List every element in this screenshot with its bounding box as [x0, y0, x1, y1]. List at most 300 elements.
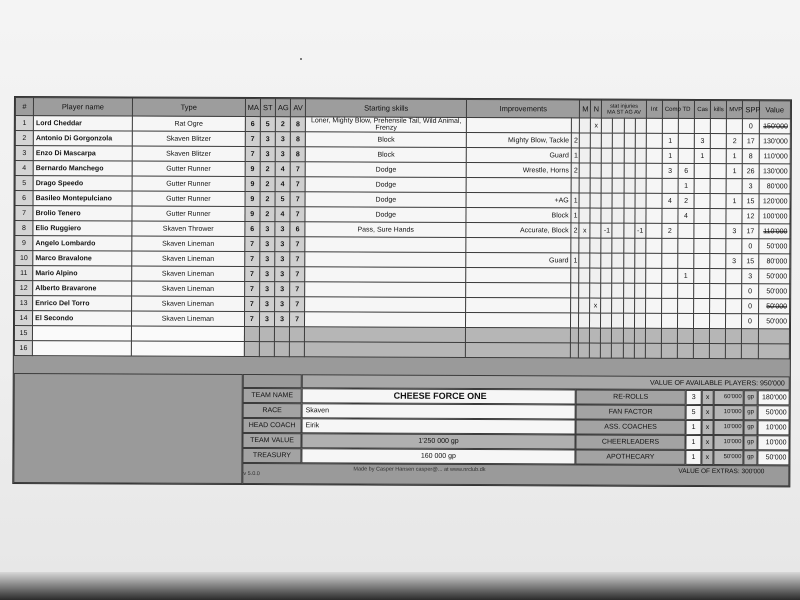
- col-value: Value: [759, 101, 791, 119]
- mvp: [726, 329, 742, 344]
- col-int: Int: [646, 100, 662, 118]
- completions: [661, 283, 677, 298]
- injury-ag: [623, 223, 634, 238]
- player-type: Gutter Runner: [132, 176, 245, 191]
- kills: [710, 254, 726, 269]
- completions: 1: [662, 133, 678, 148]
- extra-quantity: 3: [686, 390, 702, 405]
- improvement-count: 1: [571, 208, 579, 223]
- stat-ag: 3: [275, 297, 290, 312]
- stat-st: 3: [260, 267, 275, 282]
- injury-ma: [601, 298, 612, 313]
- starting-skills: Dodge: [305, 162, 466, 178]
- niggling-injury: [590, 283, 601, 298]
- injury-ag: [624, 118, 635, 133]
- summary-spacer: [243, 374, 302, 388]
- miss-next-game: [580, 118, 591, 133]
- stat-av: 7: [290, 192, 305, 207]
- injury-st: [613, 118, 624, 133]
- player-name: Basileo Montepulciano: [33, 191, 132, 206]
- stat-ag: 4: [275, 162, 290, 177]
- row-number: 16: [14, 341, 32, 356]
- row-number: 6: [15, 191, 33, 206]
- players-value: 950'000: [760, 380, 785, 388]
- interceptions: [645, 328, 661, 343]
- interceptions: [646, 238, 662, 253]
- miss-next-game: [579, 238, 590, 253]
- injury-st: [613, 178, 624, 193]
- player-name: Alberto Bravarone: [33, 281, 132, 296]
- col-comp: Comp: [662, 100, 678, 118]
- injury-ma: [601, 268, 612, 283]
- touchdowns: [678, 253, 694, 268]
- injury-av: -1: [635, 223, 646, 238]
- injury-av: [634, 343, 645, 358]
- casualties: [694, 208, 710, 223]
- extra-unit: gp: [744, 405, 758, 420]
- injury-av: [635, 193, 646, 208]
- completions: [662, 178, 678, 193]
- improvement-count: [571, 268, 579, 283]
- injury-ma: [601, 253, 612, 268]
- starting-skills: Dodge: [305, 192, 466, 208]
- row-number: 8: [15, 221, 33, 236]
- extra-cost: 50'000: [713, 450, 743, 465]
- completions: [662, 253, 678, 268]
- row-number: 13: [15, 296, 33, 311]
- niggling-injury: [590, 163, 601, 178]
- improvement-count: [572, 118, 580, 133]
- stat-av: 7: [290, 237, 305, 252]
- player-type: Skaven Blitzer: [132, 131, 245, 146]
- stat-ag: 5: [275, 192, 290, 207]
- niggling-injury: x: [591, 118, 602, 133]
- mvp: [726, 269, 742, 284]
- niggling-injury: [591, 148, 602, 163]
- extra-unit: gp: [743, 450, 757, 465]
- kills: [710, 314, 726, 329]
- spp: 17: [743, 134, 759, 149]
- stat-st: 3: [260, 252, 275, 267]
- stat-ma: 6: [245, 117, 260, 132]
- casualties: 3: [694, 133, 710, 148]
- injury-ag: [623, 328, 634, 343]
- stat-ma: 7: [244, 252, 259, 267]
- kills: [710, 194, 726, 209]
- injury-ag: [623, 238, 634, 253]
- player-value: 130'000: [759, 134, 791, 149]
- improvements: Wrestle, Horns: [467, 162, 572, 177]
- stat-ma: 7: [244, 312, 259, 327]
- interceptions: [645, 343, 661, 358]
- touchdowns: 1: [678, 268, 694, 283]
- interceptions: [646, 118, 662, 133]
- interceptions: [646, 193, 662, 208]
- player-value: 110'000: [759, 149, 791, 164]
- improvement-count: 2: [571, 223, 579, 238]
- starting-skills: Pass, Sure Hands: [305, 222, 466, 238]
- player-type: [131, 341, 244, 356]
- improvement-count: [571, 178, 579, 193]
- stat-st: 2: [260, 207, 275, 222]
- touchdowns: 2: [678, 193, 694, 208]
- niggling-injury: [590, 208, 601, 223]
- injury-ma: [601, 193, 612, 208]
- starting-skills: Loner, Mighty Blow, Prehensile Tail, Wild Animal, Frenzy: [306, 117, 467, 133]
- treasury-value: 160 000 gp: [301, 448, 575, 464]
- stat-st: 3: [260, 237, 275, 252]
- col-mvp: MVP: [727, 101, 743, 119]
- player-name: Brolio Tenero: [33, 206, 132, 221]
- roster-table: [14, 97, 791, 359]
- injury-st: [612, 298, 623, 313]
- improvements: Accurate, Block: [466, 222, 571, 237]
- stat-ma: 9: [245, 192, 260, 207]
- starting-skills: Block: [305, 147, 466, 163]
- spp: 3: [743, 179, 759, 194]
- stat-av: 7: [290, 252, 305, 267]
- touchdowns: [677, 328, 693, 343]
- player-type: Skaven Lineman: [132, 251, 245, 266]
- extra-total: 10'000: [757, 435, 789, 450]
- completions: [662, 208, 678, 223]
- miss-next-game: [579, 313, 590, 328]
- miss-next-game: x: [579, 223, 590, 238]
- touchdowns: [678, 298, 694, 313]
- spp: [742, 329, 758, 344]
- stat-ag: 3: [275, 237, 290, 252]
- niggling-injury: [590, 268, 601, 283]
- stat-st: 3: [260, 222, 275, 237]
- player-name: Marco Bravalone: [33, 251, 132, 266]
- miss-next-game: [579, 328, 590, 343]
- player-type: Skaven Lineman: [132, 266, 245, 281]
- casualties: 1: [694, 148, 710, 163]
- stat-ma: 7: [245, 237, 260, 252]
- casualties: [694, 268, 710, 283]
- mvp: [726, 209, 742, 224]
- player-value: 50'000: [758, 299, 790, 314]
- player-name: Mario Alpino: [33, 266, 132, 281]
- touchdowns: [678, 118, 694, 133]
- injury-st: [612, 328, 623, 343]
- player-type: Rat Ogre: [132, 116, 245, 131]
- player-name: [32, 341, 131, 356]
- mvp: 1: [726, 164, 742, 179]
- mvp: 2: [727, 134, 743, 149]
- player-type: Skaven Lineman: [131, 311, 244, 326]
- starting-skills: [305, 312, 466, 328]
- player-type: Gutter Runner: [132, 161, 245, 176]
- injury-st: [612, 238, 623, 253]
- miss-next-game: [579, 193, 590, 208]
- row-number: 11: [15, 266, 33, 281]
- player-name: Elio Ruggiero: [33, 221, 132, 236]
- touchdowns: [677, 313, 693, 328]
- improvement-count: [571, 238, 579, 253]
- extra-quantity: 1: [685, 450, 701, 465]
- stat-av: [289, 342, 304, 357]
- stat-ma: 9: [245, 162, 260, 177]
- spp: 0: [742, 299, 758, 314]
- injury-ma: [601, 283, 612, 298]
- player-value: [758, 329, 790, 344]
- player-value: 80'000: [758, 254, 790, 269]
- col-num: #: [15, 98, 33, 116]
- extra-total: 50'000: [757, 450, 789, 465]
- stat-st: 3: [259, 312, 274, 327]
- spp: 17: [742, 224, 758, 239]
- miss-next-game: [579, 283, 590, 298]
- extras-value-row: [678, 468, 764, 475]
- starting-skills: [305, 282, 466, 298]
- extra-label: CHEERLEADERS: [575, 434, 685, 449]
- casualties: [694, 238, 710, 253]
- interceptions: [646, 178, 662, 193]
- completions: 4: [662, 193, 678, 208]
- stat-ag: 3: [275, 282, 290, 297]
- player-type: Skaven Lineman: [132, 281, 245, 296]
- injury-av: [635, 208, 646, 223]
- miss-next-game: [579, 148, 590, 163]
- player-type: Gutter Runner: [132, 206, 245, 221]
- col-td: TD: [678, 100, 694, 118]
- injury-ag: [624, 193, 635, 208]
- mvp: [727, 119, 743, 134]
- injury-ag: [624, 208, 635, 223]
- injury-st: [612, 253, 623, 268]
- injury-av: [634, 328, 645, 343]
- stat-st: 2: [260, 177, 275, 192]
- stat-ag: 3: [274, 312, 289, 327]
- row-number: 9: [15, 236, 33, 251]
- player-type: Gutter Runner: [132, 191, 245, 206]
- injury-st: [612, 223, 623, 238]
- niggling-injury: [590, 343, 601, 358]
- player-type: Skaven Thrower: [132, 221, 245, 236]
- spp: 26: [743, 164, 759, 179]
- col-spp: SPP: [743, 101, 759, 119]
- improvements: Mighty Blow, Tackle: [467, 132, 572, 147]
- kills: [711, 119, 727, 134]
- injury-ma: [601, 328, 612, 343]
- improvement-count: 2: [571, 133, 579, 148]
- improvement-count: [571, 298, 579, 313]
- stat-st: [259, 327, 274, 342]
- player-value: 150'000: [759, 119, 791, 134]
- head-coach-label: HEAD COACH: [243, 418, 302, 433]
- player-name: El Secondo: [33, 311, 132, 326]
- completions: [661, 298, 677, 313]
- stat-ma: [244, 327, 259, 342]
- extra-unit: gp: [744, 390, 758, 405]
- injury-ag: [624, 133, 635, 148]
- injury-st: [613, 163, 624, 178]
- extra-times: x: [701, 450, 713, 465]
- completions: [661, 313, 677, 328]
- injury-ag: [623, 268, 634, 283]
- injury-ag: [624, 178, 635, 193]
- row-number: 3: [15, 146, 33, 161]
- starting-skills: [305, 342, 466, 358]
- injury-av: [634, 283, 645, 298]
- kills: [710, 224, 726, 239]
- touchdowns: [678, 133, 694, 148]
- injury-ag: [623, 298, 634, 313]
- col-ma: MA: [245, 99, 260, 117]
- miss-next-game: [580, 133, 591, 148]
- niggling-injury: [590, 193, 601, 208]
- extra-times: x: [701, 435, 713, 450]
- injury-ma: [602, 133, 613, 148]
- casualties: [693, 343, 709, 358]
- miss-next-game: [579, 163, 590, 178]
- niggling-injury: [590, 253, 601, 268]
- player-type: Skaven Lineman: [132, 236, 245, 251]
- player-name: Antonio Di Gorgonzola: [33, 131, 132, 146]
- stat-av: 7: [290, 177, 305, 192]
- improvements: Guard: [466, 252, 571, 267]
- extra-unit: gp: [744, 420, 758, 435]
- interceptions: [645, 268, 661, 283]
- injury-av: [635, 148, 646, 163]
- col-m: M: [580, 100, 591, 118]
- race-value: Skaven: [302, 403, 576, 419]
- player-name: Angelo Lombardo: [33, 236, 132, 251]
- desk-edge: [0, 572, 800, 600]
- touchdowns: [677, 343, 693, 358]
- stat-ma: [244, 342, 259, 357]
- completions: [661, 343, 677, 358]
- touchdowns: 1: [678, 178, 694, 193]
- col-stat-injuries: stat injuries MA ST AG AV: [602, 100, 646, 118]
- starting-skills: Block: [305, 132, 466, 148]
- extra-total: 10'000: [758, 420, 790, 435]
- casualties: [694, 313, 710, 328]
- row-number: 15: [14, 326, 32, 341]
- stat-ag: [274, 327, 289, 342]
- improvements: [466, 327, 571, 342]
- improvement-count: 1: [571, 193, 579, 208]
- injury-st: [612, 313, 623, 328]
- stat-ag: 4: [275, 177, 290, 192]
- starting-skills: Dodge: [305, 177, 466, 193]
- row-number: 2: [15, 131, 33, 146]
- table-row: [14, 341, 789, 359]
- extra-total: 180'000: [758, 390, 790, 405]
- spp: 12: [742, 209, 758, 224]
- kills: [710, 329, 726, 344]
- extra-cost: 60'000: [714, 390, 744, 405]
- player-value: 80'000: [759, 179, 791, 194]
- mvp: 1: [727, 149, 743, 164]
- spp: 0: [742, 239, 758, 254]
- injury-ma: -1: [601, 223, 612, 238]
- col-player-name: Player name: [34, 98, 133, 116]
- niggling-injury: [590, 178, 601, 193]
- stat-ma: 7: [245, 132, 260, 147]
- player-value: 50'000: [758, 239, 790, 254]
- mvp: [726, 239, 742, 254]
- version-label: v 5.0.0: [243, 471, 260, 478]
- injury-ag: [623, 283, 634, 298]
- mvp: [726, 314, 742, 329]
- injury-st: [612, 208, 623, 223]
- head-coach-value: Eirik: [302, 418, 576, 434]
- completions: [661, 328, 677, 343]
- niggling-injury: [590, 328, 601, 343]
- extras-value: 300'000: [741, 468, 765, 476]
- injury-av: [634, 268, 645, 283]
- stat-av: 7: [290, 207, 305, 222]
- completions: [662, 238, 678, 253]
- player-value: [758, 344, 790, 359]
- improvements: Block: [466, 207, 571, 222]
- spp: 0: [742, 314, 758, 329]
- col-cas: Cas: [695, 100, 711, 118]
- stat-st: 3: [259, 297, 274, 312]
- casualties: [694, 298, 710, 313]
- niggling-injury: x: [590, 298, 601, 313]
- touchdowns: 4: [678, 208, 694, 223]
- stat-st: 3: [260, 132, 275, 147]
- interceptions: [645, 298, 661, 313]
- mvp: 1: [726, 194, 742, 209]
- miss-next-game: [579, 253, 590, 268]
- miss-next-game: [579, 343, 590, 358]
- stat-av: 7: [290, 297, 305, 312]
- improvements: [467, 117, 572, 132]
- niggling-injury: [590, 313, 601, 328]
- completions: 1: [662, 148, 678, 163]
- stat-ag: 3: [275, 222, 290, 237]
- mvp: [726, 344, 742, 359]
- casualties: [694, 223, 710, 238]
- improvements: [466, 312, 571, 327]
- credit-text: Made by Casper Hansen casper@... at www.nrclub.dk: [353, 466, 486, 474]
- improvements: Guard: [467, 147, 572, 162]
- player-value: 130'000: [759, 164, 791, 179]
- kills: [710, 299, 726, 314]
- stat-st: 5: [260, 117, 275, 132]
- injury-ma: [602, 118, 613, 133]
- treasury-label: TREASURY: [242, 448, 301, 463]
- stat-av: 8: [290, 147, 305, 162]
- stat-ma: 7: [245, 147, 260, 162]
- player-value: 110'000: [758, 224, 790, 239]
- kills: [710, 149, 726, 164]
- injury-av: [634, 238, 645, 253]
- extra-label: APOTHECARY: [575, 449, 685, 464]
- extra-label: RE-ROLLS: [576, 389, 686, 404]
- col-type: Type: [132, 98, 245, 116]
- kills: [710, 239, 726, 254]
- miss-next-game: [579, 298, 590, 313]
- stat-ag: [274, 342, 289, 357]
- improvement-count: 1: [571, 253, 579, 268]
- injury-st: [612, 343, 623, 358]
- improvement-count: 1: [571, 148, 579, 163]
- injury-ma: [601, 238, 612, 253]
- improvements: [466, 342, 571, 357]
- mvp: [726, 179, 742, 194]
- extra-cost: 10'000: [713, 435, 743, 450]
- summary-left-panel: [13, 373, 242, 484]
- row-number: 1: [15, 116, 33, 131]
- extra-cost: 10'000: [714, 420, 744, 435]
- casualties: [694, 178, 710, 193]
- completions: 2: [662, 223, 678, 238]
